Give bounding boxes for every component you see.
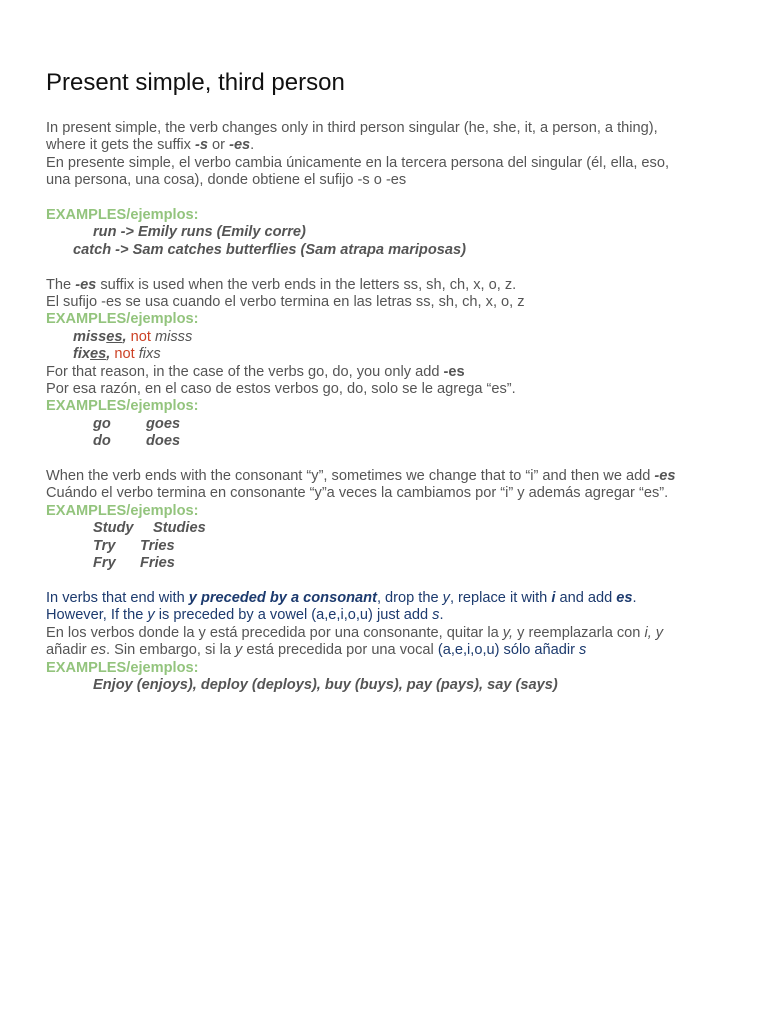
text: y (147, 607, 155, 624)
suffix-es: -es (443, 363, 465, 380)
text: está precedida por una vocal (242, 642, 438, 659)
text: es (616, 589, 633, 606)
text: , drop the (376, 589, 443, 606)
vowel-rule-spanish-2 (46, 642, 736, 659)
not-label: not (110, 346, 139, 363)
text: miss (73, 328, 107, 345)
text: fixs (138, 346, 161, 363)
text: do (93, 433, 111, 450)
example-misses (46, 329, 736, 346)
text: . (632, 589, 637, 606)
text: where it gets the suffix (46, 137, 195, 154)
text: go (93, 415, 111, 432)
not-label: not (126, 328, 155, 345)
example-go (46, 416, 736, 433)
text: Study (93, 520, 134, 537)
text: misss (154, 328, 193, 345)
text: . (439, 607, 444, 624)
text: i (551, 589, 556, 606)
text: (a,e,i,o,u) sólo añadir (437, 642, 580, 659)
examples-heading: EXAMPLES/ejemplos: (46, 207, 199, 224)
text: does (146, 433, 181, 450)
example-do (46, 433, 736, 450)
text: Tries (140, 537, 175, 554)
text: , (122, 328, 127, 345)
example-fry (46, 555, 736, 572)
text: y (442, 589, 450, 606)
examples-heading: EXAMPLES/ejemplos: (46, 311, 199, 328)
text: suffix is used when the verb ends in the letters ss, sh, ch, x, o, z. (96, 276, 517, 293)
text: or (207, 137, 230, 154)
text: y, (502, 624, 514, 641)
examples-heading: EXAMPLES/ejemplos: (46, 659, 199, 676)
text: y reemplazarla con (513, 624, 645, 641)
es-rule-line (46, 277, 736, 294)
suffix-es: -es (654, 468, 676, 485)
text: Studies (153, 520, 206, 537)
text: es (90, 346, 107, 363)
reason-spanish: Por esa razón, en el caso de estos verbos go, do, solo se le agrega “es”. (46, 381, 516, 398)
text: When the verb ends with the consonant “y”, sometimes we change that to “i” and then we add (46, 468, 655, 485)
intro-line-2 (46, 137, 736, 154)
spacer (46, 259, 736, 276)
text: es (106, 328, 123, 345)
text: and add (555, 589, 617, 606)
suffix-es: -es (229, 137, 251, 154)
text: goes (146, 415, 181, 432)
intro-line-4: una persona, una cosa), donde obtiene el sufijo -s o -es (46, 172, 407, 189)
intro-line-3: En presente simple, el verbo cambia únicamente en la tercera persona del singular (él, ella, eso, (46, 154, 670, 171)
text: s (579, 642, 587, 659)
spacer (46, 451, 736, 468)
example-study (46, 520, 736, 537)
suffix-s: -s (195, 137, 208, 154)
spacer (46, 190, 736, 207)
text: y preceded by a consonant (188, 589, 377, 606)
text: , replace it with (449, 589, 552, 606)
text: Fries (140, 555, 175, 572)
text: . (250, 137, 255, 154)
text: . Sin embargo, si la (106, 642, 236, 659)
example-catch: catch -> Sam catches butterflies (Sam atrapa mariposas) (73, 241, 466, 258)
text: y (235, 642, 243, 659)
reason-line (46, 364, 736, 381)
text: Try (93, 537, 116, 554)
text: However, If the (46, 607, 148, 624)
spacer (46, 573, 736, 590)
y-rule-line (46, 468, 736, 485)
suffix-es: -es (75, 276, 97, 293)
es-rule-spanish: El sufijo -es se usa cuando el verbo termina en las letras ss, sh, ch, x, o, z (46, 294, 525, 311)
examples-heading: EXAMPLES/ejemplos: (46, 398, 199, 415)
text: i, y (644, 624, 664, 641)
vowel-rule-line-2 (46, 607, 736, 624)
y-rule-spanish: Cuándo el verbo termina en consonante “y”a veces la cambiamos por “i” y además agregar “es”. (46, 485, 669, 502)
text: s (432, 607, 440, 624)
examples-heading: EXAMPLES/ejemplos: (46, 502, 199, 519)
document-body (46, 120, 736, 694)
example-fixes (46, 346, 736, 363)
text: fix (73, 346, 91, 363)
vowel-rule-spanish-1 (46, 625, 736, 642)
text: Fry (93, 555, 116, 572)
example-try (46, 538, 736, 555)
text: In verbs that end with (46, 589, 189, 606)
text: es (90, 642, 107, 659)
vowel-rule-line-1 (46, 590, 736, 607)
intro-line-1: In present simple, the verb changes only in third person singular (he, she, it, a person, a thing), (46, 120, 658, 136)
text: The (46, 276, 76, 293)
page-title: Present simple, third person (46, 69, 345, 96)
example-enjoy: Enjoy (enjoys), deploy (deploys), buy (buys), pay (pays), say (says) (93, 676, 558, 693)
text: , (106, 346, 111, 363)
text: is preceded by a vowel (a,e,i,o,u) just add (154, 607, 433, 624)
text: En los verbos donde la y está precedida por una consonante, quitar la (46, 624, 503, 641)
text: añadir (46, 642, 91, 659)
example-run: run -> Emily runs (Emily corre) (93, 224, 306, 241)
text: For that reason, in the case of the verbs go, do, you only add (46, 363, 444, 380)
